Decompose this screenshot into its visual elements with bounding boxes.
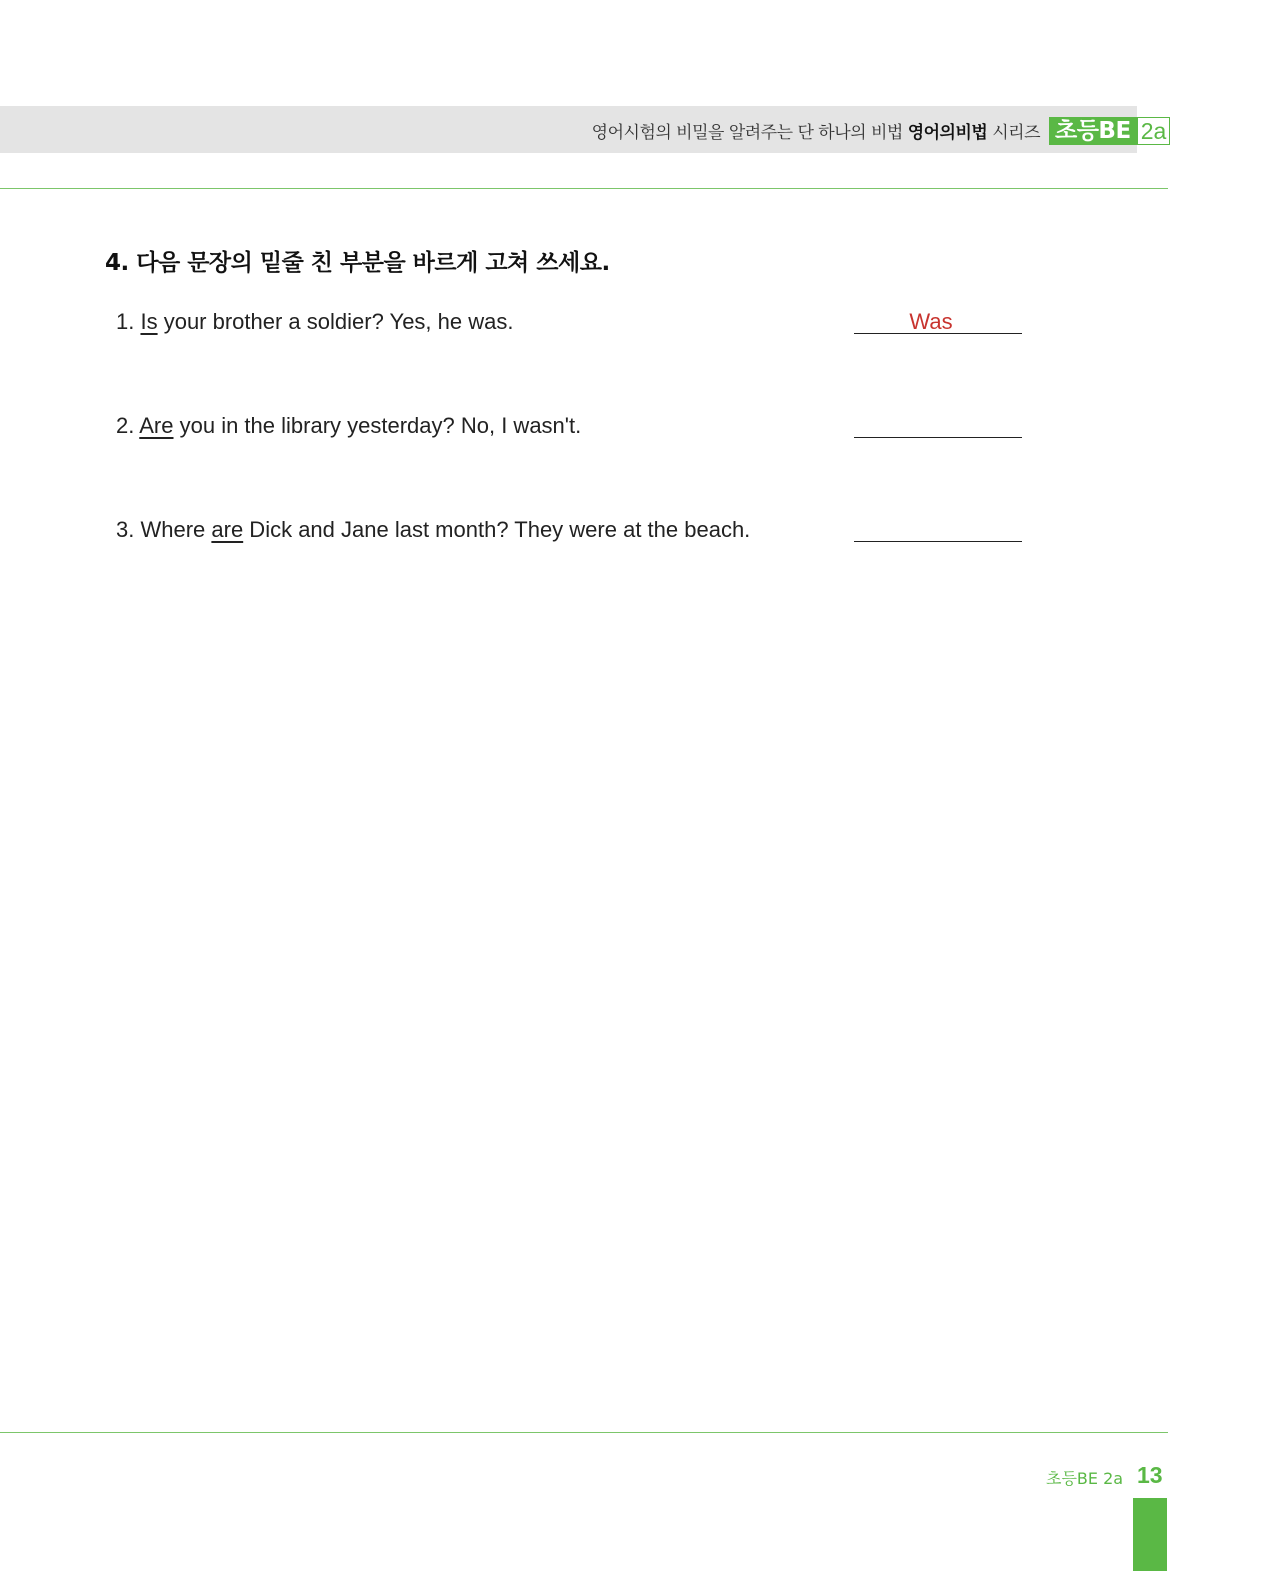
series-name: 영어의비법 xyxy=(907,123,988,143)
answer-blank-2[interactable] xyxy=(854,437,1022,438)
item-number: 1. xyxy=(116,309,141,334)
item-text-after: your brother a soldier? Yes, he was. xyxy=(157,309,514,334)
underlined-word: Are xyxy=(139,413,174,438)
question-item-3 xyxy=(116,517,750,543)
question-item-1 xyxy=(116,309,513,335)
brand-name: 초등BE xyxy=(1049,117,1137,145)
question-title: 4. 다음 문장의 밑줄 친 부분을 바르게 고쳐 쓰세요. xyxy=(105,250,610,276)
answer-blank-3[interactable] xyxy=(854,541,1022,542)
page-tab xyxy=(1133,1498,1167,1571)
series-suffix: 시리즈 xyxy=(987,123,1040,143)
footer-label: 초등BE 2a xyxy=(1046,1469,1124,1488)
item-text-before: Where xyxy=(140,517,212,542)
brand-badge xyxy=(1049,117,1170,145)
question-item-2 xyxy=(116,413,581,439)
footer-divider xyxy=(0,1432,1168,1433)
tagline-text: 영어시험의 비밀을 알려주는 단 하나의 비법 xyxy=(591,123,908,143)
item-number: 3. xyxy=(116,517,141,542)
brand-level: 2a xyxy=(1137,117,1171,145)
item-number: 2. xyxy=(116,413,140,438)
item-text-after: you in the library yesterday? No, I wasn't. xyxy=(173,413,582,438)
header-tagline xyxy=(592,118,1040,143)
underlined-word: Is xyxy=(140,309,158,334)
answer-blank-1[interactable] xyxy=(854,333,1022,334)
underlined-word: are xyxy=(211,517,244,542)
item-text-after: Dick and Jane last month? They were at the beach. xyxy=(243,517,751,542)
header-divider xyxy=(0,188,1168,189)
page-number: 13 xyxy=(1137,1462,1163,1488)
answer-1: Was xyxy=(909,309,953,334)
